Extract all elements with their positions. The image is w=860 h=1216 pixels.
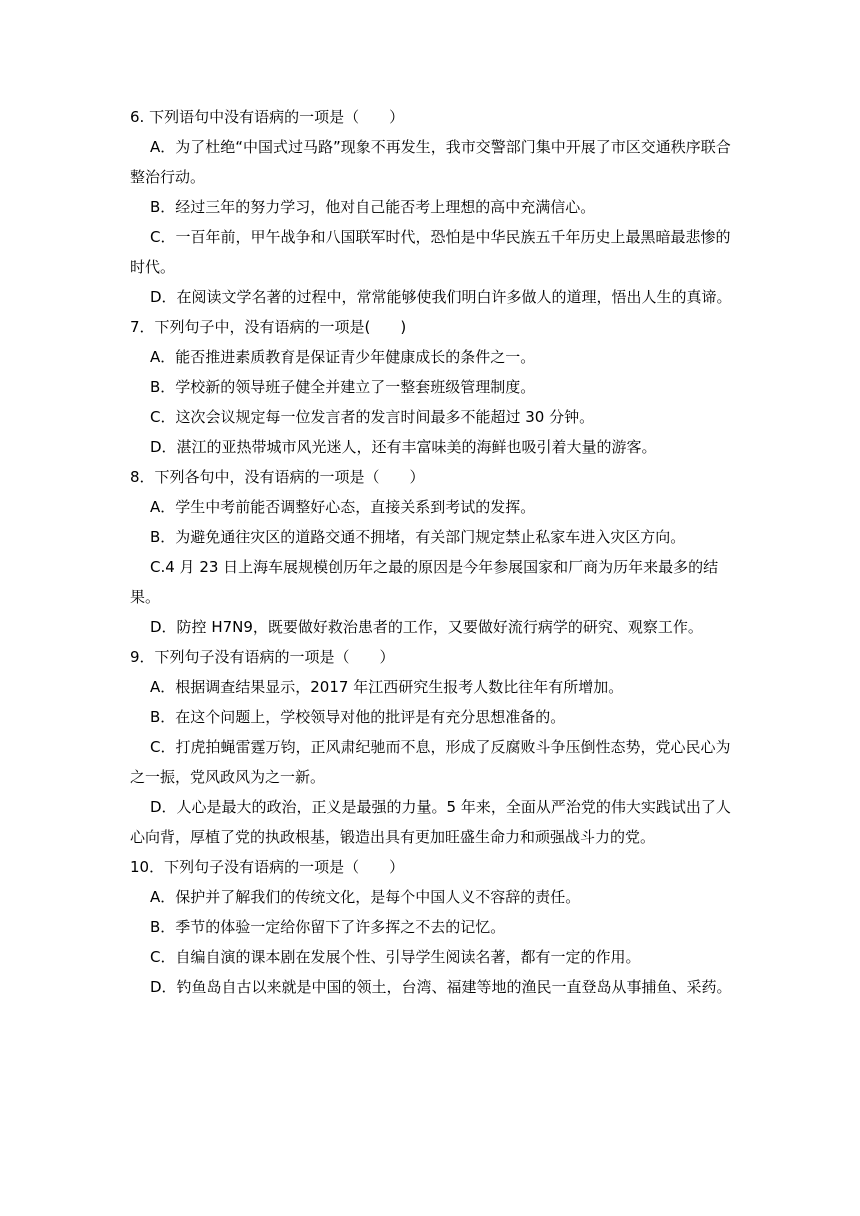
question-stem: 9．下列句子没有语病的一项是（ ） [130, 648, 395, 666]
option-c: C．这次会议规定每一位发言者的发言时间最多不能超过 30 分钟。 [150, 408, 595, 426]
option-d: D．防控 H7N9，既要做好救治患者的工作，又要做好流行病学的研究、观察工作。 [150, 618, 703, 636]
option-a: A．根据调查结果显示，2017 年江西研究生报考人数比往年有所增加。 [150, 678, 624, 696]
option-c: C．一百年前，甲午战争和八国联军时代，恐怕是中华民族五千年历史上最黑暗最悲惨的时代。 [130, 228, 731, 276]
option-c: C.4 月 23 日上海车展规模创历年之最的原因是今年参展国家和厂商为历年来最多的结果。 [130, 558, 719, 606]
option-a: A．为了杜绝“中国式过马路”现象不再发生，我市交警部门集中开展了市区交通秩序联合整治行动。 [130, 138, 731, 186]
question-stem: 8．下列各句中，没有语病的一项是（ ） [130, 468, 425, 486]
option-d: D．人心是最大的政治，正义是最强的力量。5 年来，全面从严治党的伟大实践试出了人心向背，厚植了党的执政根基，锻造出具有更加旺盛生命力和顽强战斗力的党。 [130, 798, 731, 846]
option-d: D．湛江的亚热带城市风光迷人，还有丰富味美的海鲜也吸引着大量的游客。 [150, 438, 657, 456]
question-stem: 6. 下列语句中没有语病的一项是（ ） [130, 108, 405, 126]
option-d: D．钓鱼岛自古以来就是中国的领土，台湾、福建等地的渔民一直登岛从事捕鱼、采药。 [150, 978, 732, 996]
question-stem: 7．下列句子中，没有语病的一项是( ) [130, 318, 407, 336]
option-c: C．打虎拍蝇雷霆万钧，正风肃纪驰而不息，形成了反腐败斗争压倒性态势，党心民心为之一振，党风政风为之一新。 [130, 738, 731, 786]
option-d: D．在阅读文学名著的过程中，常常能够使我们明白许多做人的道理，悟出人生的真谛。 [150, 288, 732, 306]
option-a: A．能否推进素质教育是保证青少年健康成长的条件之一。 [150, 348, 536, 366]
option-b: B．在这个问题上，学校领导对他的批评是有充分思想准备的。 [150, 708, 566, 726]
question-6 [130, 102, 742, 312]
question-7 [130, 312, 742, 462]
question-9 [130, 642, 742, 852]
option-b: B．季节的体验一定给你留下了许多挥之不去的记忆。 [150, 918, 506, 936]
question-8 [130, 462, 742, 642]
question-stem: 10．下列句子没有语病的一项是（ ） [130, 858, 405, 876]
option-b: B．经过三年的努力学习，他对自己能否考上理想的高中充满信心。 [150, 198, 596, 216]
option-a: A．保护并了解我们的传统文化，是每个中国人义不容辞的责任。 [150, 888, 581, 906]
option-b: B．学校新的领导班子健全并建立了一整套班级管理制度。 [150, 378, 536, 396]
option-a: A．学生中考前能否调整好心态，直接关系到考试的发挥。 [150, 498, 536, 516]
question-10 [130, 852, 742, 1002]
option-b: B．为避免通往灾区的道路交通不拥堵，有关部门规定禁止私家车进入灾区方向。 [150, 528, 686, 546]
option-c: C．自编自演的课本剧在发展个性、引导学生阅读名著，都有一定的作用。 [150, 948, 641, 966]
